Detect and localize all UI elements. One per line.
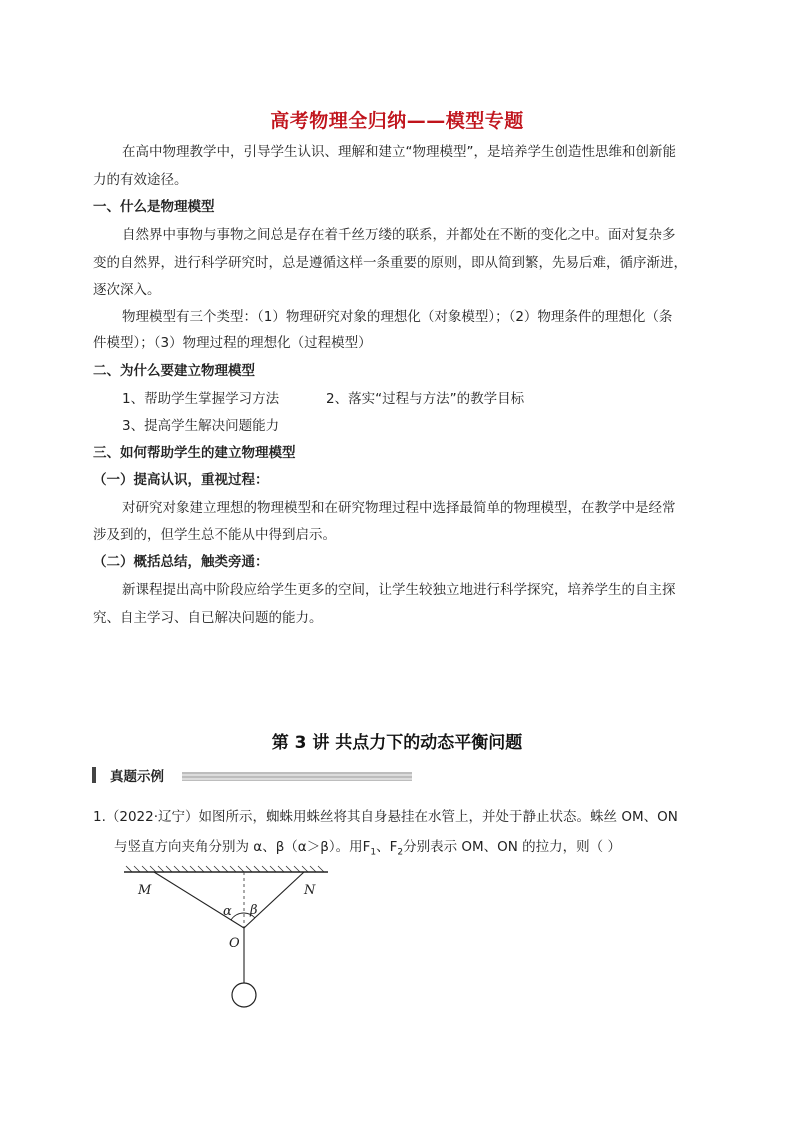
section-1-heading: 一、什么是物理模型 — [93, 199, 215, 215]
s2-item-2: 2、落实“过程与方法”的教学目标 — [326, 391, 525, 407]
s3-subheading-1: （一）提高认识，重视过程： — [93, 472, 269, 488]
q1-line2-start: 与竖直方向夹角分别为 α、β（α＞β）。用F — [114, 839, 371, 855]
intro-line-2: 力的有效途径。 — [93, 172, 188, 188]
s1-para1-line1: 自然界中事物与事物之间总是存在着千丝万缕的联系，并都处在不断的变化之中。面对复杂多 — [122, 227, 676, 243]
label-m: M — [138, 883, 152, 898]
lecture-title: 第 3 讲 共点力下的动态平衡问题 — [271, 733, 523, 753]
label-n: N — [304, 883, 316, 898]
q1-subscript-1: 1 — [370, 847, 377, 858]
label-alpha: α — [223, 904, 232, 919]
intro-line-1: 在高中物理教学中，引导学生认识、理解和建立“物理模型”，是培养学生创造性思维和创新能 — [122, 144, 676, 160]
q1-subscript-2: 2 — [397, 847, 404, 858]
thread-om — [154, 872, 244, 928]
label-beta: β — [250, 903, 258, 918]
section-label: 真题示例 — [110, 769, 164, 785]
s3-sub2-line1: 新课程提出高中阶段应给学生更多的空间，让学生较独立地进行科学探究，培养学生的自主探 — [122, 582, 676, 598]
q1-line2-end: 分别表示 OM、ON 的拉力，则（ ） — [403, 839, 621, 855]
section-3-heading: 三、如何帮助学生的建立物理模型 — [93, 445, 296, 461]
s1-para2-line2: 件模型）；（3）物理过程的理想化（过程模型） — [93, 335, 372, 351]
s3-sub2-line2: 究、自主学习、自已解决问题的能力。 — [93, 610, 323, 626]
s1-para1-line3: 逐次深入。 — [93, 282, 161, 298]
s3-subheading-2: （二）概括总结，触类旁通： — [93, 554, 269, 570]
angle-alpha-arc — [231, 913, 244, 920]
s2-item-1: 1、帮助学生掌握学习方法 — [122, 391, 280, 407]
section-2-heading: 二、为什么要建立物理模型 — [93, 363, 255, 379]
section-divider — [182, 772, 412, 781]
question-1-line1: 1.（2022·辽宁）如图所示，蜘蛛用蛛丝将其自身悬挂在水管上，并处于静止状态。蛛丝 OM、ON — [93, 809, 678, 825]
s1-para1-line2: 变的自然界，进行科学研究时，总是遵循这样一条重要的原则，即从简到繁，先易后难，循序渐进， — [93, 255, 687, 271]
question-1-line2 — [114, 837, 621, 863]
s2-item-3: 3、提高学生解决问题能力 — [122, 418, 280, 434]
s1-para2-line1: 物理模型有三个类型：（1）物理研究对象的理想化（对象模型）；（2）物理条件的理想化（条 — [122, 309, 673, 325]
section-marker-bar — [92, 767, 96, 783]
spider-diagram — [108, 864, 338, 1014]
label-o: O — [229, 936, 240, 951]
pipe-hatching — [126, 866, 324, 872]
spider-circle — [232, 983, 256, 1007]
s3-sub1-line2: 涉及到的，但学生总不能从中得到启示。 — [93, 527, 336, 543]
thread-on — [244, 872, 304, 928]
q1-separator: 、F — [376, 839, 398, 855]
s3-sub1-line1: 对研究对象建立理想的物理模型和在研究物理过程中选择最简单的物理模型，在教学中是经常 — [122, 500, 676, 516]
document-title: 高考物理全归纳——模型专题 — [270, 110, 524, 132]
